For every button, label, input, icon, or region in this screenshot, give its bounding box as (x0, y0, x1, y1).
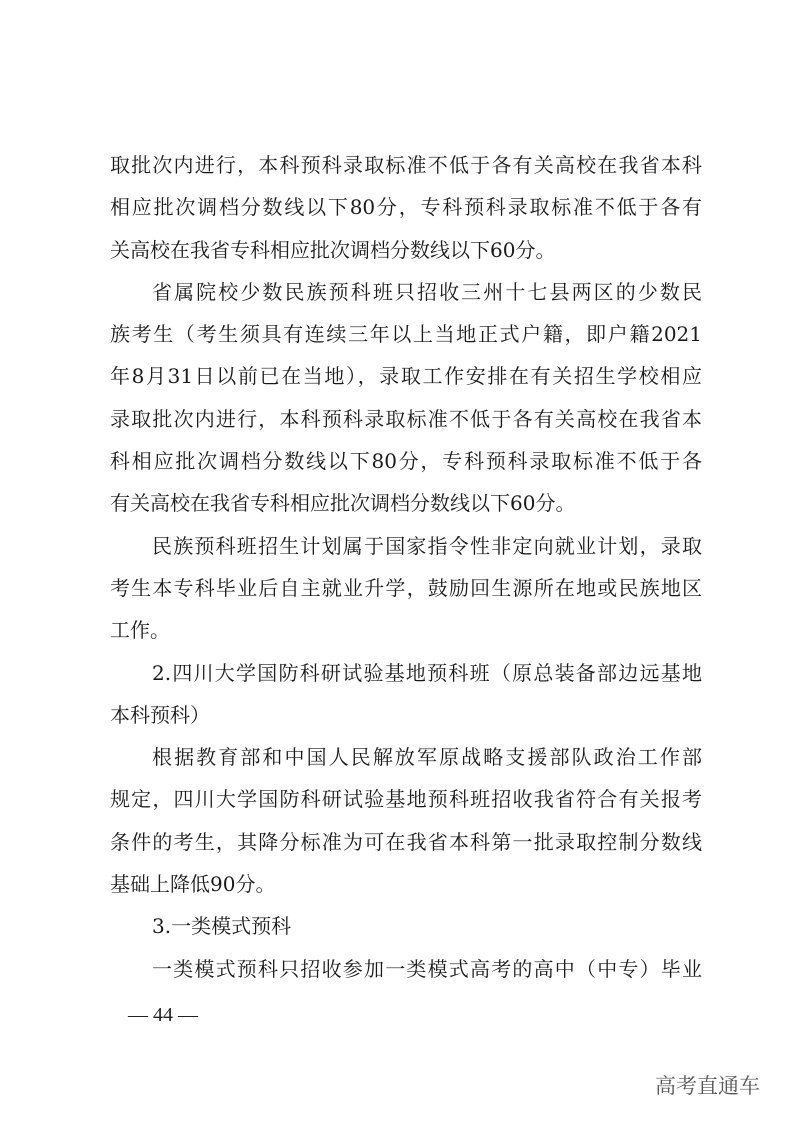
text-line: 工作。 (110, 618, 170, 643)
text-line: 基础上降低90分。 (110, 872, 276, 897)
document-body (110, 144, 702, 990)
text-line: 有关高校在我省专科相应批次调档分数线以下60分。 (110, 491, 576, 516)
text-line: 一类模式预科只招收参加一类模式高考的高中（中专）毕业 (152, 956, 702, 981)
text-line: 族考生（考生须具有连续三年以上当地正式户籍，即户籍2021 (110, 322, 702, 347)
text-line: 本科预科） (110, 702, 210, 727)
text-line: 规定，四川大学国防科研试验基地预科班招收我省符合有关报考 (110, 787, 702, 812)
watermark: 高考直通车 (655, 1074, 760, 1098)
text-line: 录取批次内进行，本科预科录取标准不低于各有关高校在我省本 (110, 406, 702, 431)
text-line: 3.一类模式预科 (152, 914, 292, 939)
text-line: 民族预科班招生计划属于国家指令性非定向就业计划，录取 (152, 533, 702, 558)
text-line: 省属院校少数民族预科班只招收三州十七县两区的少数民 (152, 279, 702, 304)
text-line: 考生本专科毕业后自主就业升学，鼓励回生源所在地或民族地区 (110, 575, 702, 600)
text-line: 取批次内进行，本科预科录取标准不低于各有关高校在我省本科 (110, 153, 702, 177)
text-line: 根据教育部和中国人民解放军原战略支援部队政治工作部 (152, 745, 702, 770)
text-line: 2.四川大学国防科研试验基地预科班（原总装备部边远基地 (152, 660, 702, 685)
text-line: 年8月31日以前已在当地），录取工作安排在有关招生学校相应 (110, 364, 702, 389)
text-line: 关高校在我省专科相应批次调档分数线以下60分。 (110, 237, 556, 262)
text-line: 科相应批次调档分数线以下80分，专科预科录取标准不低于各 (110, 449, 702, 474)
text-line: 条件的考生，其降分标准为可在我省本科第一批录取控制分数线 (110, 829, 702, 854)
page-number: — 44 — (128, 1004, 198, 1026)
text-line: 相应批次调档分数线以下80分，专科预科录取标准不低于各有 (110, 195, 702, 220)
